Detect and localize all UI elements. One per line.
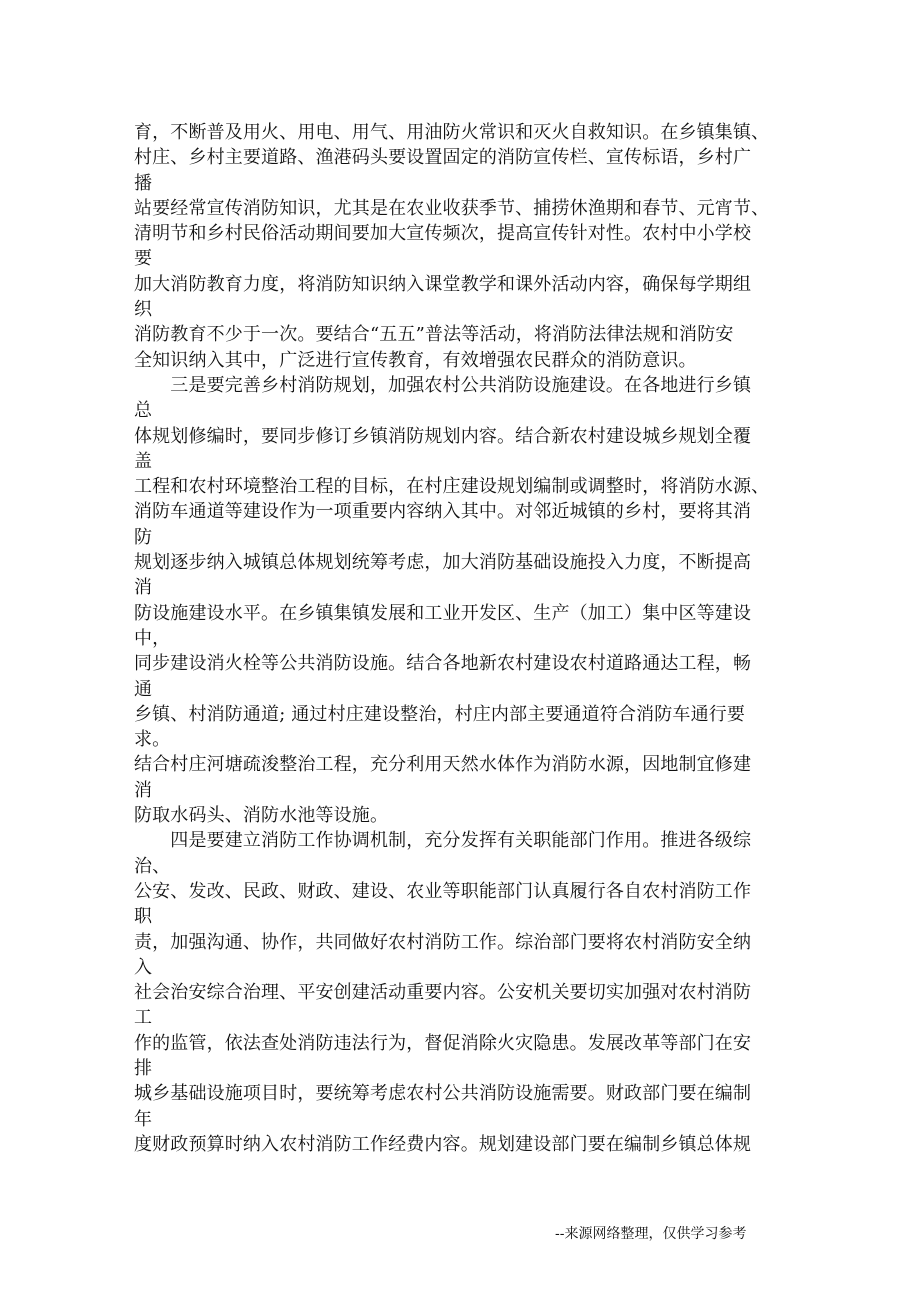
text-line: 总 <box>134 400 153 422</box>
text-line: 加大消防教育力度，将消防知识纳入课堂教学和课外活动内容，确保每学期组 <box>134 273 752 295</box>
text-line: 要 <box>134 248 153 270</box>
text-line: 入 <box>134 956 153 978</box>
text-line: 防 <box>134 526 153 548</box>
text-line: 乡镇、村消防通道; 通过村庄建设整治，村庄内部主要通道符合消防车通行要 <box>134 703 746 725</box>
text-line: 工 <box>134 1007 153 1029</box>
text-line: 作的监管，依法查处消防违法行为，督促消除火灾隐患。发展改革等部门在安 <box>134 1032 752 1054</box>
text-line: 站要经常宣传消防知识，尤其是在农业收获季节、捕捞休渔期和春节、元宵节、 <box>134 197 770 219</box>
footer-note: --来源网络整理，仅供学习参考 <box>555 1226 747 1242</box>
text-line: 防设施建设水平。在乡镇集镇发展和工业开发区、生产（加工）集中区等建设 <box>134 602 752 624</box>
text-line: 中， <box>134 627 171 649</box>
text-line: 治、 <box>134 855 171 877</box>
text-line: 公安、发改、民政、财政、建设、农业等职能部门认真履行各自农村消防工作 <box>134 880 752 902</box>
text-line: 村庄、乡村主要道路、渔港码头要设置固定的消防宣传栏、宣传标语，乡村广 <box>134 147 752 169</box>
text-line: 社会治安综合治理、平安创建活动重要内容。公安机关要切实加强对农村消防 <box>134 982 752 1004</box>
text-line: 消 <box>134 779 153 801</box>
text-line: 体规划修编时，要同步修订乡镇消防规划内容。结合新农村建设城乡规划全覆 <box>134 425 752 447</box>
text-line: 消防教育不少于一次。要结合“五五”普法等活动，将消防法律法规和消防安 <box>134 324 734 346</box>
text-line: 通 <box>134 678 153 700</box>
text-line: 清明节和乡村民俗活动期间要加大宣传频次，提高宣传针对性。农村中小学校 <box>134 223 752 245</box>
text-line: 育，不断普及用火、用电、用气、用油防火常识和灭火自救知识。在乡镇集镇、 <box>134 122 770 143</box>
text-line: 求。 <box>134 729 171 751</box>
text-line: 年 <box>134 1108 153 1130</box>
text-line: 盖 <box>134 450 153 472</box>
text-line: 消防车通道等建设作为一项重要内容纳入其中。对邻近城镇的乡村，要将其消 <box>134 501 752 523</box>
text-line: 四是要建立消防工作协调机制，充分发挥有关职能部门作用。推进各级综 <box>134 830 752 852</box>
text-line: 全知识纳入其中，广泛进行宣传教育，有效增强农民群众的消防意识。 <box>134 349 697 371</box>
text-line: 度财政预算时纳入农村消防工作经费内容。规划建设部门要在编制乡镇总体规 <box>134 1133 752 1155</box>
text-line: 消 <box>134 577 153 599</box>
text-line: 防取水码头、消防水池等设施。 <box>134 805 389 827</box>
text-line: 城乡基础设施项目时，要统筹考虑农村公共消防设施需要。财政部门要在编制 <box>134 1083 752 1105</box>
body-text <box>134 120 794 1157</box>
text-line: 排 <box>134 1057 153 1079</box>
text-line: 工程和农村环境整治工程的目标，在村庄建设规划编制或调整时，将消防水源、 <box>134 476 770 498</box>
text-line: 播 <box>134 172 153 194</box>
text-line: 同步建设消火栓等公共消防设施。结合各地新农村建设农村道路通达工程，畅 <box>134 653 752 675</box>
text-line: 结合村庄河塘疏浚整治工程，充分利用天然水体作为消防水源，因地制宜修建 <box>134 754 752 776</box>
text-line: 规划逐步纳入城镇总体规划统筹考虑，加大消防基础设施投入力度，不断提高 <box>134 552 752 574</box>
text-line: 三是要完善乡村消防规划，加强农村公共消防设施建设。在各地进行乡镇 <box>134 374 752 396</box>
text-line: 责，加强沟通、协作，共同做好农村消防工作。综治部门要将农村消防安全纳 <box>134 931 752 953</box>
text-line: 织 <box>134 299 153 321</box>
text-line: 职 <box>134 906 153 928</box>
